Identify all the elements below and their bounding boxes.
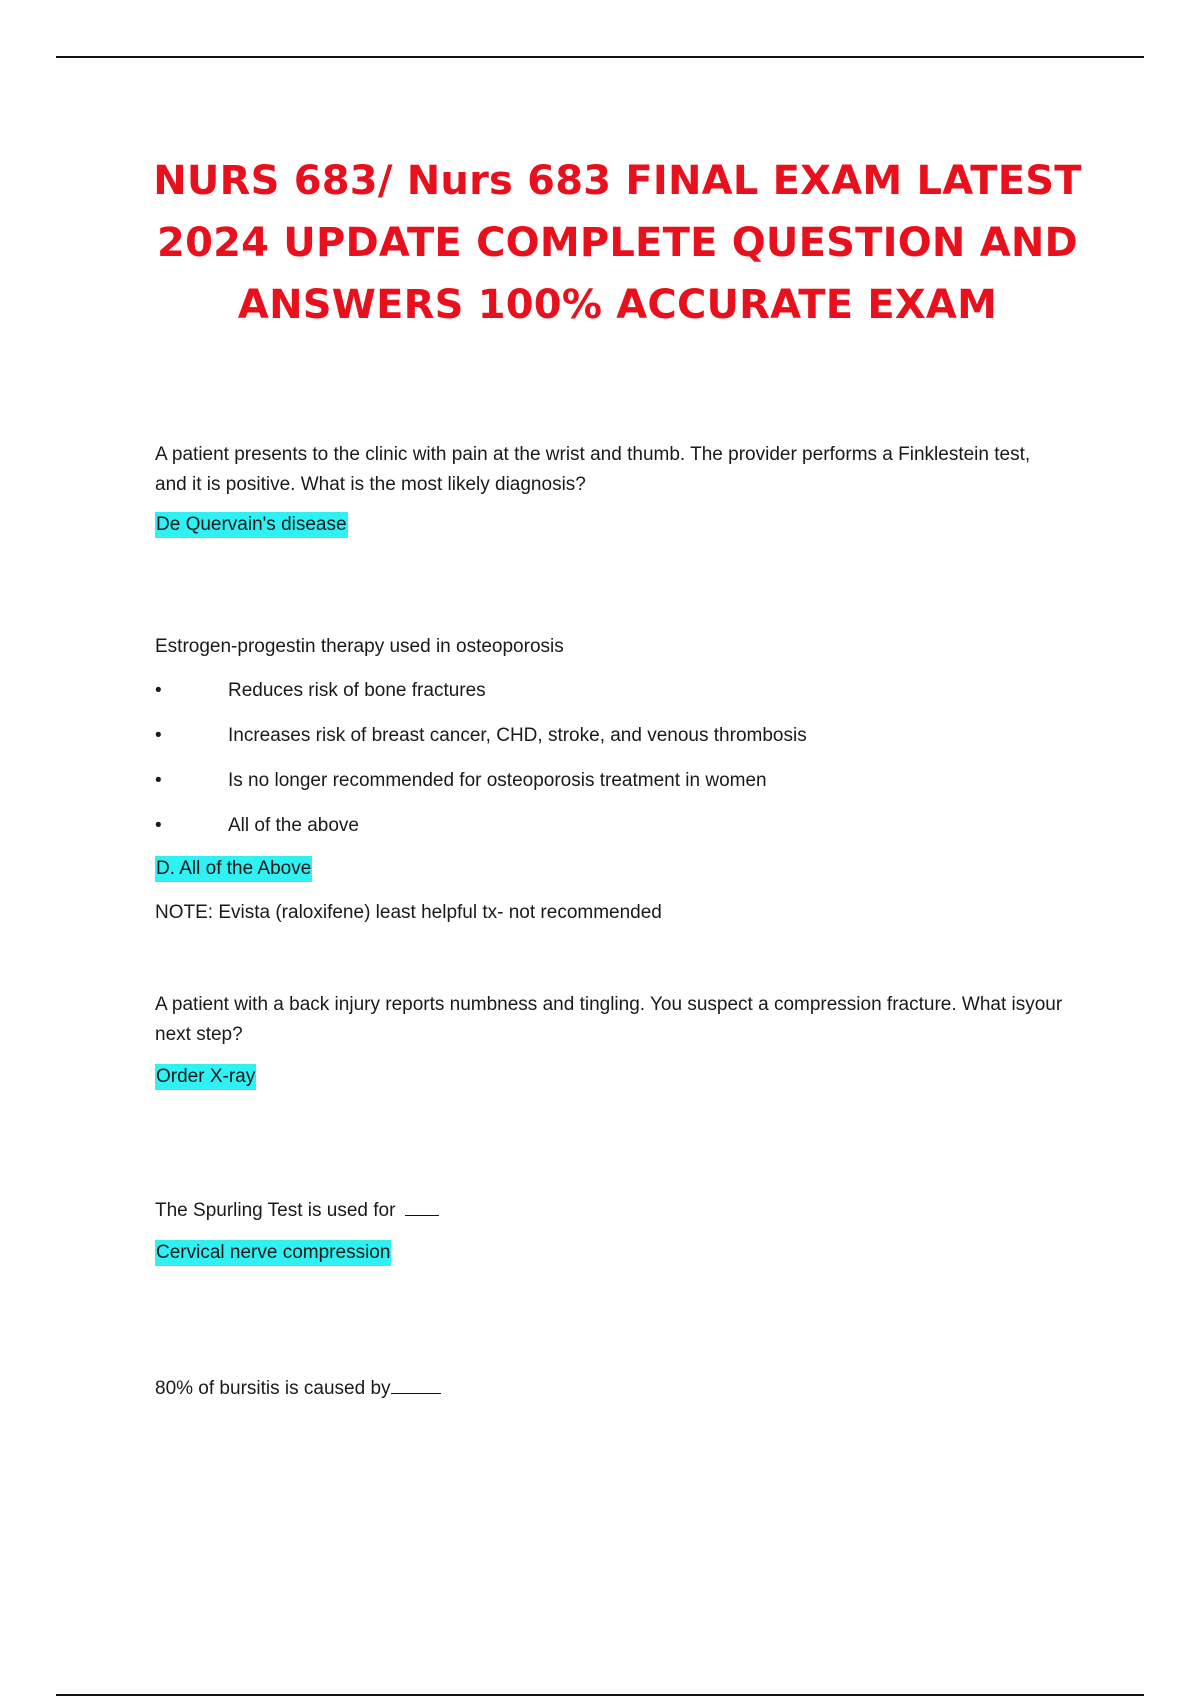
question-2-text: Estrogen-progestin therapy used in osteoporosis bbox=[155, 636, 564, 657]
bullet: • bbox=[155, 815, 162, 836]
option-b-text: Increases risk of breast cancer, CHD, stroke, and venous thrombosis bbox=[228, 725, 807, 746]
bottom-rule bbox=[56, 1694, 1144, 1696]
fill-in-blank bbox=[405, 1197, 439, 1216]
question-1-answer: De Quervain's disease bbox=[155, 512, 348, 538]
bullet: • bbox=[155, 770, 162, 791]
question-2-note: NOTE: Evista (raloxifene) least helpful tx- not recommended bbox=[155, 902, 662, 923]
question-4-text: The Spurling Test is used for bbox=[155, 1200, 396, 1221]
question-5-text: 80% of bursitis is caused by bbox=[155, 1378, 391, 1399]
question-4-answer: Cervical nerve compression bbox=[155, 1240, 391, 1266]
top-rule bbox=[56, 56, 1144, 58]
option-d-text: All of the above bbox=[228, 815, 359, 836]
document-title: NURS 683/ Nurs 683 FINAL EXAM LATEST 2024 UPDATE COMPLETE QUESTION AND ANSWERS 100% ACCURATE EXAM bbox=[153, 158, 1082, 328]
question-5 bbox=[155, 1374, 1085, 1404]
option-c bbox=[155, 766, 1085, 796]
question-2-options bbox=[155, 676, 1085, 841]
bullet: • bbox=[155, 680, 162, 701]
question-2-answer: D. All of the Above bbox=[155, 856, 312, 882]
question-1-text: A patient presents to the clinic with pain at the wrist and thumb. The provider performs a Finklestein test, and it is positive. What is the most likely diagnosis? bbox=[155, 444, 1031, 495]
option-d bbox=[155, 811, 1085, 841]
question-3-answer: Order X-ray bbox=[155, 1064, 256, 1090]
option-c-text: Is no longer recommended for osteoporosis treatment in women bbox=[228, 770, 767, 791]
question-4 bbox=[155, 1196, 1085, 1226]
option-b bbox=[155, 721, 1085, 751]
option-a-text: Reduces risk of bone fractures bbox=[228, 680, 486, 701]
bullet: • bbox=[155, 725, 162, 746]
document-body bbox=[155, 440, 1085, 1404]
option-a bbox=[155, 676, 1085, 706]
question-3-text: A patient with a back injury reports numbness and tingling. You suspect a compression fracture. What isyour next step? bbox=[155, 994, 1063, 1045]
fill-in-blank bbox=[391, 1375, 441, 1394]
